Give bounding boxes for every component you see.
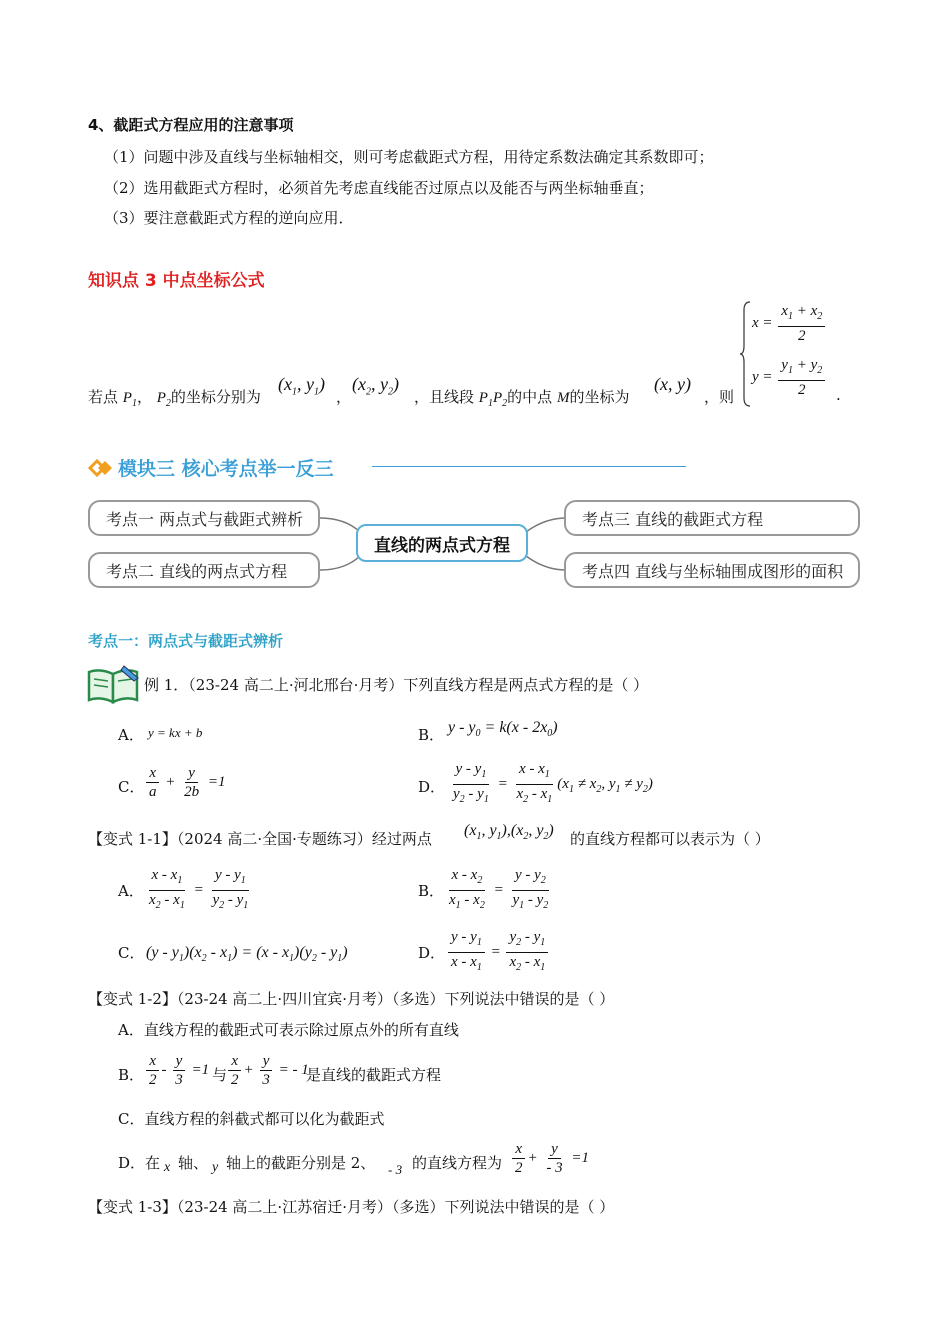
text-a: 若点 xyxy=(88,388,119,406)
module3-rule xyxy=(372,466,686,467)
midpoint-coord: (x, y) xyxy=(654,374,691,394)
variant12-option-d-x: x xyxy=(164,1160,171,1175)
midpoint-text-c: ，且线段 $P_1P_2$的中点 M的坐标为 xyxy=(414,388,630,409)
variant12-option-c: C．直线方程的斜截式都可以化为截距式 xyxy=(118,1110,385,1128)
mindmap-node-1: 考点一 两点式与截距式辨析 xyxy=(88,500,320,536)
variant12-option-a: A．直线方程的截距式可表示除过原点外的所有直线 xyxy=(118,1021,459,1039)
midpoint-text-f: ，则 xyxy=(704,388,735,406)
variant12-option-d-eq: $\frac{x}{2}$ + $\frac{y}{- 3}$ =1 xyxy=(510,1140,589,1177)
variant12-option-b-eq1: $\frac{x}{2}$ - $\frac{y}{3}$ =1 xyxy=(144,1052,209,1089)
point2-coord: ($x_2$, $y_2$) xyxy=(352,374,399,398)
variant12-option-d-neg3: - 3 xyxy=(388,1162,403,1177)
variant11-option-a-label: A． xyxy=(118,882,144,900)
variant11-option-d: $\frac{y - y_1}{x - x_1}$ = $\frac{y_2 - y_1}{x_2 - x_1}$ xyxy=(446,928,550,977)
example1-option-c-label: C． xyxy=(118,778,145,796)
variant11-option-b-label: B． xyxy=(418,882,445,900)
variant11-option-b: $\frac{x - x_2}{x_1 - x_2}$ = $\frac{y - y_2}{y_1 - y_2}$ xyxy=(449,867,549,911)
section4-heading: 4、截距式方程应用的注意事项 xyxy=(88,116,294,134)
book-icon xyxy=(86,662,142,704)
period: . xyxy=(836,386,841,404)
variant11-stem-tail: 的直线方程都可以表示为（ ） xyxy=(570,830,770,848)
example1-stem: 例 1．（23-24 高二上·河北邢台·月考）下列直线方程是两点式方程的是（ ） xyxy=(144,676,649,694)
brace-icon xyxy=(740,300,752,408)
example1-option-d-label: D． xyxy=(418,778,446,796)
section4-item-2: （2）选用截距式方程时，必须首先考虑直线能否过原点以及能否与两坐标轴垂直； xyxy=(104,179,654,197)
knowledge3-title: 知识点 3 中点坐标公式 xyxy=(88,271,265,291)
comma1: ， xyxy=(336,388,352,406)
variant12-option-b-mid: 与 xyxy=(212,1066,228,1084)
section4-item-1: （1）问题中涉及直线与坐标轴相交，则可考虑截距式方程，用待定系数法确定其系数即可； xyxy=(104,148,714,166)
variant11-option-c: $(y - y_1)(x_2 - x_1) = (x - x_1)(y_2 - y_1)$ xyxy=(146,944,348,965)
midpoint-formula: x = $\frac{x_1 + x_2}{2}$ y = $\frac{y_1 + y_2}{2}$ xyxy=(740,300,840,408)
variant11-option-c-label: C． xyxy=(118,944,145,962)
mindmap-node-3: 考点三 直线的截距式方程 xyxy=(564,500,860,536)
module3-header xyxy=(88,454,334,481)
variant12-option-d-label: D．在 xyxy=(118,1154,161,1172)
variant12-stem: 【变式 1-2】（23-24 高二上·四川宜宾·月考）（多选）下列说法中错误的是（ ） xyxy=(88,990,615,1008)
variant12-option-b-tail: 是直线的截距式方程 xyxy=(306,1066,442,1084)
variant12-option-d-d: 的直线方程为 xyxy=(412,1154,503,1172)
example1-option-d: $\frac{y - y_1}{y_2 - y_1}$ = $\frac{x - x_1}{x_2 - x_1}$ ($x_1 \ne x_2$, $y_1 \ne y_2$) xyxy=(453,761,653,805)
example1-option-a-label: A． xyxy=(118,726,144,744)
example1-option-b: $y - y_0 = k(x - 2x_0)$ xyxy=(448,719,558,740)
point1-coord: ($x_1$, $y_1$) xyxy=(278,374,325,398)
text-b: 的坐标分别为 xyxy=(170,388,261,406)
variant11-points: ($x_1$, $y_1),(x_2$, $y_2$) xyxy=(464,822,554,843)
variant12-option-d-c: 轴上的截距分别是 2、 xyxy=(226,1154,376,1172)
variant12-option-d-y: y xyxy=(212,1160,219,1175)
variant13-stem: 【变式 1-3】（23-24 高二上·江苏宿迁·月考）（多选）下列说法中错误的是（ ） xyxy=(88,1198,615,1216)
diamond-icon xyxy=(88,459,114,477)
example1-option-a: y = kx + b xyxy=(148,725,203,740)
mindmap-node-2: 考点二 直线的两点式方程 xyxy=(88,552,320,588)
variant11-option-a: $\frac{x - x_1}{x_2 - x_1}$ = $\frac{y - y_1}{y_2 - y_1}$ xyxy=(149,867,249,911)
example1-option-b-label: B． xyxy=(418,726,445,744)
midpoint-statement: 若点 $P_1$， $P_2$的坐标分别为 xyxy=(88,388,261,409)
variant12-option-d-b: 轴、 xyxy=(178,1154,209,1172)
mindmap-center: 直线的两点式方程 xyxy=(356,524,528,562)
module3-title: 模块三 核心考点举一反三 xyxy=(118,458,334,480)
kaodian1-title: 考点一：两点式与截距式辨析 xyxy=(88,632,284,650)
variant11-stem: 【变式 1-1】（2024 高二·全国·专题练习）经过两点 xyxy=(88,830,432,848)
variant11-option-d-label: D． xyxy=(418,944,446,962)
section4-item-3: （3）要注意截距式方程的逆向应用． xyxy=(104,209,354,227)
variant12-option-b-label: B． xyxy=(118,1066,145,1084)
example1-option-c: $\frac{x}{a}$ + $\frac{y}{2b}$ =1 xyxy=(144,764,226,801)
variant12-option-b-eq2: $\frac{x}{2}$ + $\frac{y}{3}$ = - 1 xyxy=(226,1052,309,1089)
mindmap-node-4: 考点四 直线与坐标轴围成图形的面积 xyxy=(564,552,860,588)
